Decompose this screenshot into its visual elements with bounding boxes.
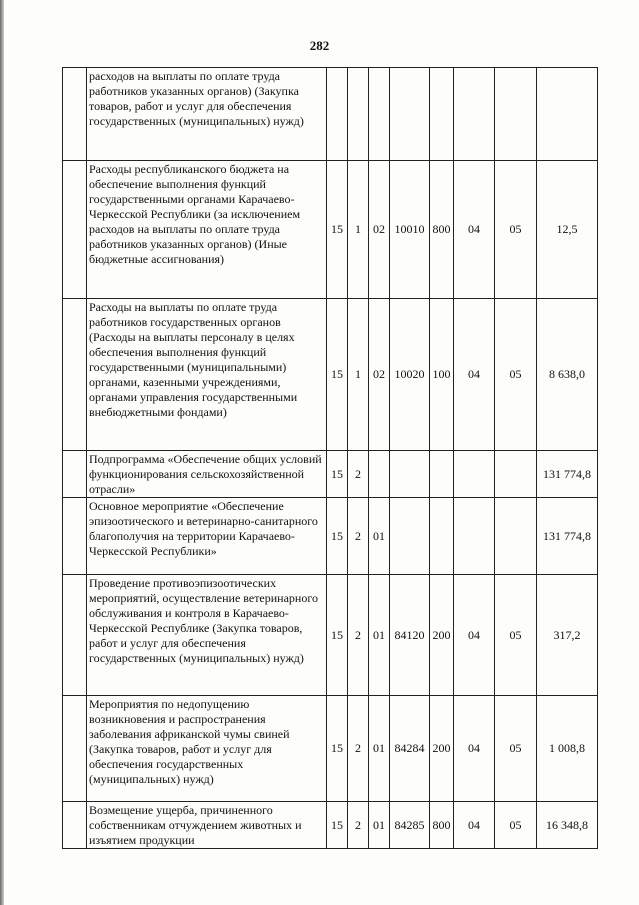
table-row: [63, 696, 598, 802]
code-cell: 05: [495, 299, 537, 451]
code-cell: 15: [327, 696, 348, 802]
code-cell: 84285: [390, 802, 430, 849]
code-cell: 04: [454, 696, 495, 802]
empty-cell: [63, 802, 87, 849]
code-cell: 15: [327, 299, 348, 451]
code-cell: 05: [495, 802, 537, 849]
code-cell: 100: [430, 299, 454, 451]
code-cell: 05: [495, 575, 537, 696]
code-cell: 200: [430, 696, 454, 802]
code-cell: 2: [348, 498, 369, 575]
code-cell: [430, 68, 454, 161]
code-cell: 10020: [390, 299, 430, 451]
row-description: Мероприятия по недопущению возникновения и распространения заболевания африканской чумы свиней (Закупка товаров, работ и услуг для обеспечения государственных (муниципальных) нужд): [87, 696, 327, 802]
code-cell: 15: [327, 575, 348, 696]
code-cell: 01: [369, 498, 390, 575]
budget-table: [62, 67, 598, 849]
empty-cell: [63, 451, 87, 498]
code-cell: 02: [369, 161, 390, 299]
code-cell: [327, 68, 348, 161]
code-cell: [369, 68, 390, 161]
code-cell: 04: [454, 299, 495, 451]
amount-cell: 16 348,8: [537, 802, 598, 849]
code-cell: 01: [369, 696, 390, 802]
code-cell: 2: [348, 575, 369, 696]
row-description: Расходы республиканского бюджета на обеспечение выполнения функций государственными органами Карачаево-Черкесской Республики (за исключением расходов на выплаты по оплате труда работников указанных органов) (Иные бюджетные ассигнования): [87, 161, 327, 299]
code-cell: [430, 498, 454, 575]
code-cell: [390, 68, 430, 161]
row-description: расходов на выплаты по оплате труда работников указанных органов) (Закупка товаров, работ и услуг для обеспечения государственных (муниципальных) нужд): [87, 68, 327, 161]
code-cell: 04: [454, 161, 495, 299]
code-cell: 200: [430, 575, 454, 696]
code-cell: 10010: [390, 161, 430, 299]
scan-edge: [0, 0, 4, 905]
code-cell: [390, 451, 430, 498]
code-cell: [430, 451, 454, 498]
table-row: [63, 498, 598, 575]
empty-cell: [63, 161, 87, 299]
code-cell: [454, 498, 495, 575]
code-cell: 15: [327, 802, 348, 849]
code-cell: 2: [348, 696, 369, 802]
row-description: Основное мероприятие «Обеспечение эпизоотического и ветеринарно-санитарного благополучия на территории Карачаево-Черкесской Республики»: [87, 498, 327, 575]
row-description: Подпрограмма «Обеспечение общих условий функционирования сельскохозяйственной отрасли»: [87, 451, 327, 498]
code-cell: [495, 498, 537, 575]
page-number: 282: [309, 38, 330, 53]
code-cell: 800: [430, 802, 454, 849]
code-cell: 15: [327, 451, 348, 498]
code-cell: [348, 68, 369, 161]
row-description: Расходы на выплаты по оплате труда работников государственных органов (Расходы на выплаты персоналу в целях обеспечения выполнения функций государственными (муниципальными) органами, казенными учреждениями, органами управления государственными внебюджетными фондами): [87, 299, 327, 451]
table-row: [63, 802, 598, 849]
code-cell: 04: [454, 575, 495, 696]
empty-cell: [63, 575, 87, 696]
amount-cell: 1 008,8: [537, 696, 598, 802]
code-cell: 84284: [390, 696, 430, 802]
amount-cell: 12,5: [537, 161, 598, 299]
code-cell: [454, 68, 495, 161]
code-cell: [495, 68, 537, 161]
code-cell: 02: [369, 299, 390, 451]
code-cell: [495, 451, 537, 498]
code-cell: 2: [348, 802, 369, 849]
amount-cell: 317,2: [537, 575, 598, 696]
code-cell: 01: [369, 575, 390, 696]
table-row: [63, 299, 598, 451]
empty-cell: [63, 299, 87, 451]
table-row: [63, 68, 598, 161]
code-cell: [369, 451, 390, 498]
code-cell: [390, 498, 430, 575]
empty-cell: [63, 498, 87, 575]
amount-cell: 131 774,8: [537, 451, 598, 498]
amount-cell: [537, 68, 598, 161]
code-cell: 04: [454, 802, 495, 849]
code-cell: 01: [369, 802, 390, 849]
amount-cell: 8 638,0: [537, 299, 598, 451]
code-cell: 800: [430, 161, 454, 299]
code-cell: 05: [495, 161, 537, 299]
code-cell: 1: [348, 299, 369, 451]
table-row: [63, 575, 598, 696]
code-cell: 84120: [390, 575, 430, 696]
table-row: [63, 451, 598, 498]
code-cell: 05: [495, 696, 537, 802]
code-cell: [454, 451, 495, 498]
table-row: [63, 161, 598, 299]
empty-cell: [63, 68, 87, 161]
code-cell: 15: [327, 161, 348, 299]
empty-cell: [63, 696, 87, 802]
code-cell: 2: [348, 451, 369, 498]
code-cell: 15: [327, 498, 348, 575]
row-description: Возмещение ущерба, причиненного собственникам отчуждением животных и изъятием продукции: [87, 802, 327, 849]
code-cell: 1: [348, 161, 369, 299]
row-description: Проведение противоэпизоотических мероприятий, осуществление ветеринарного обслуживания и контроля в Карачаево-Черкесской Республике (Закупка товаров, работ и услуг для обеспечения государственных (муниципальных) нужд): [87, 575, 327, 696]
amount-cell: 131 774,8: [537, 498, 598, 575]
